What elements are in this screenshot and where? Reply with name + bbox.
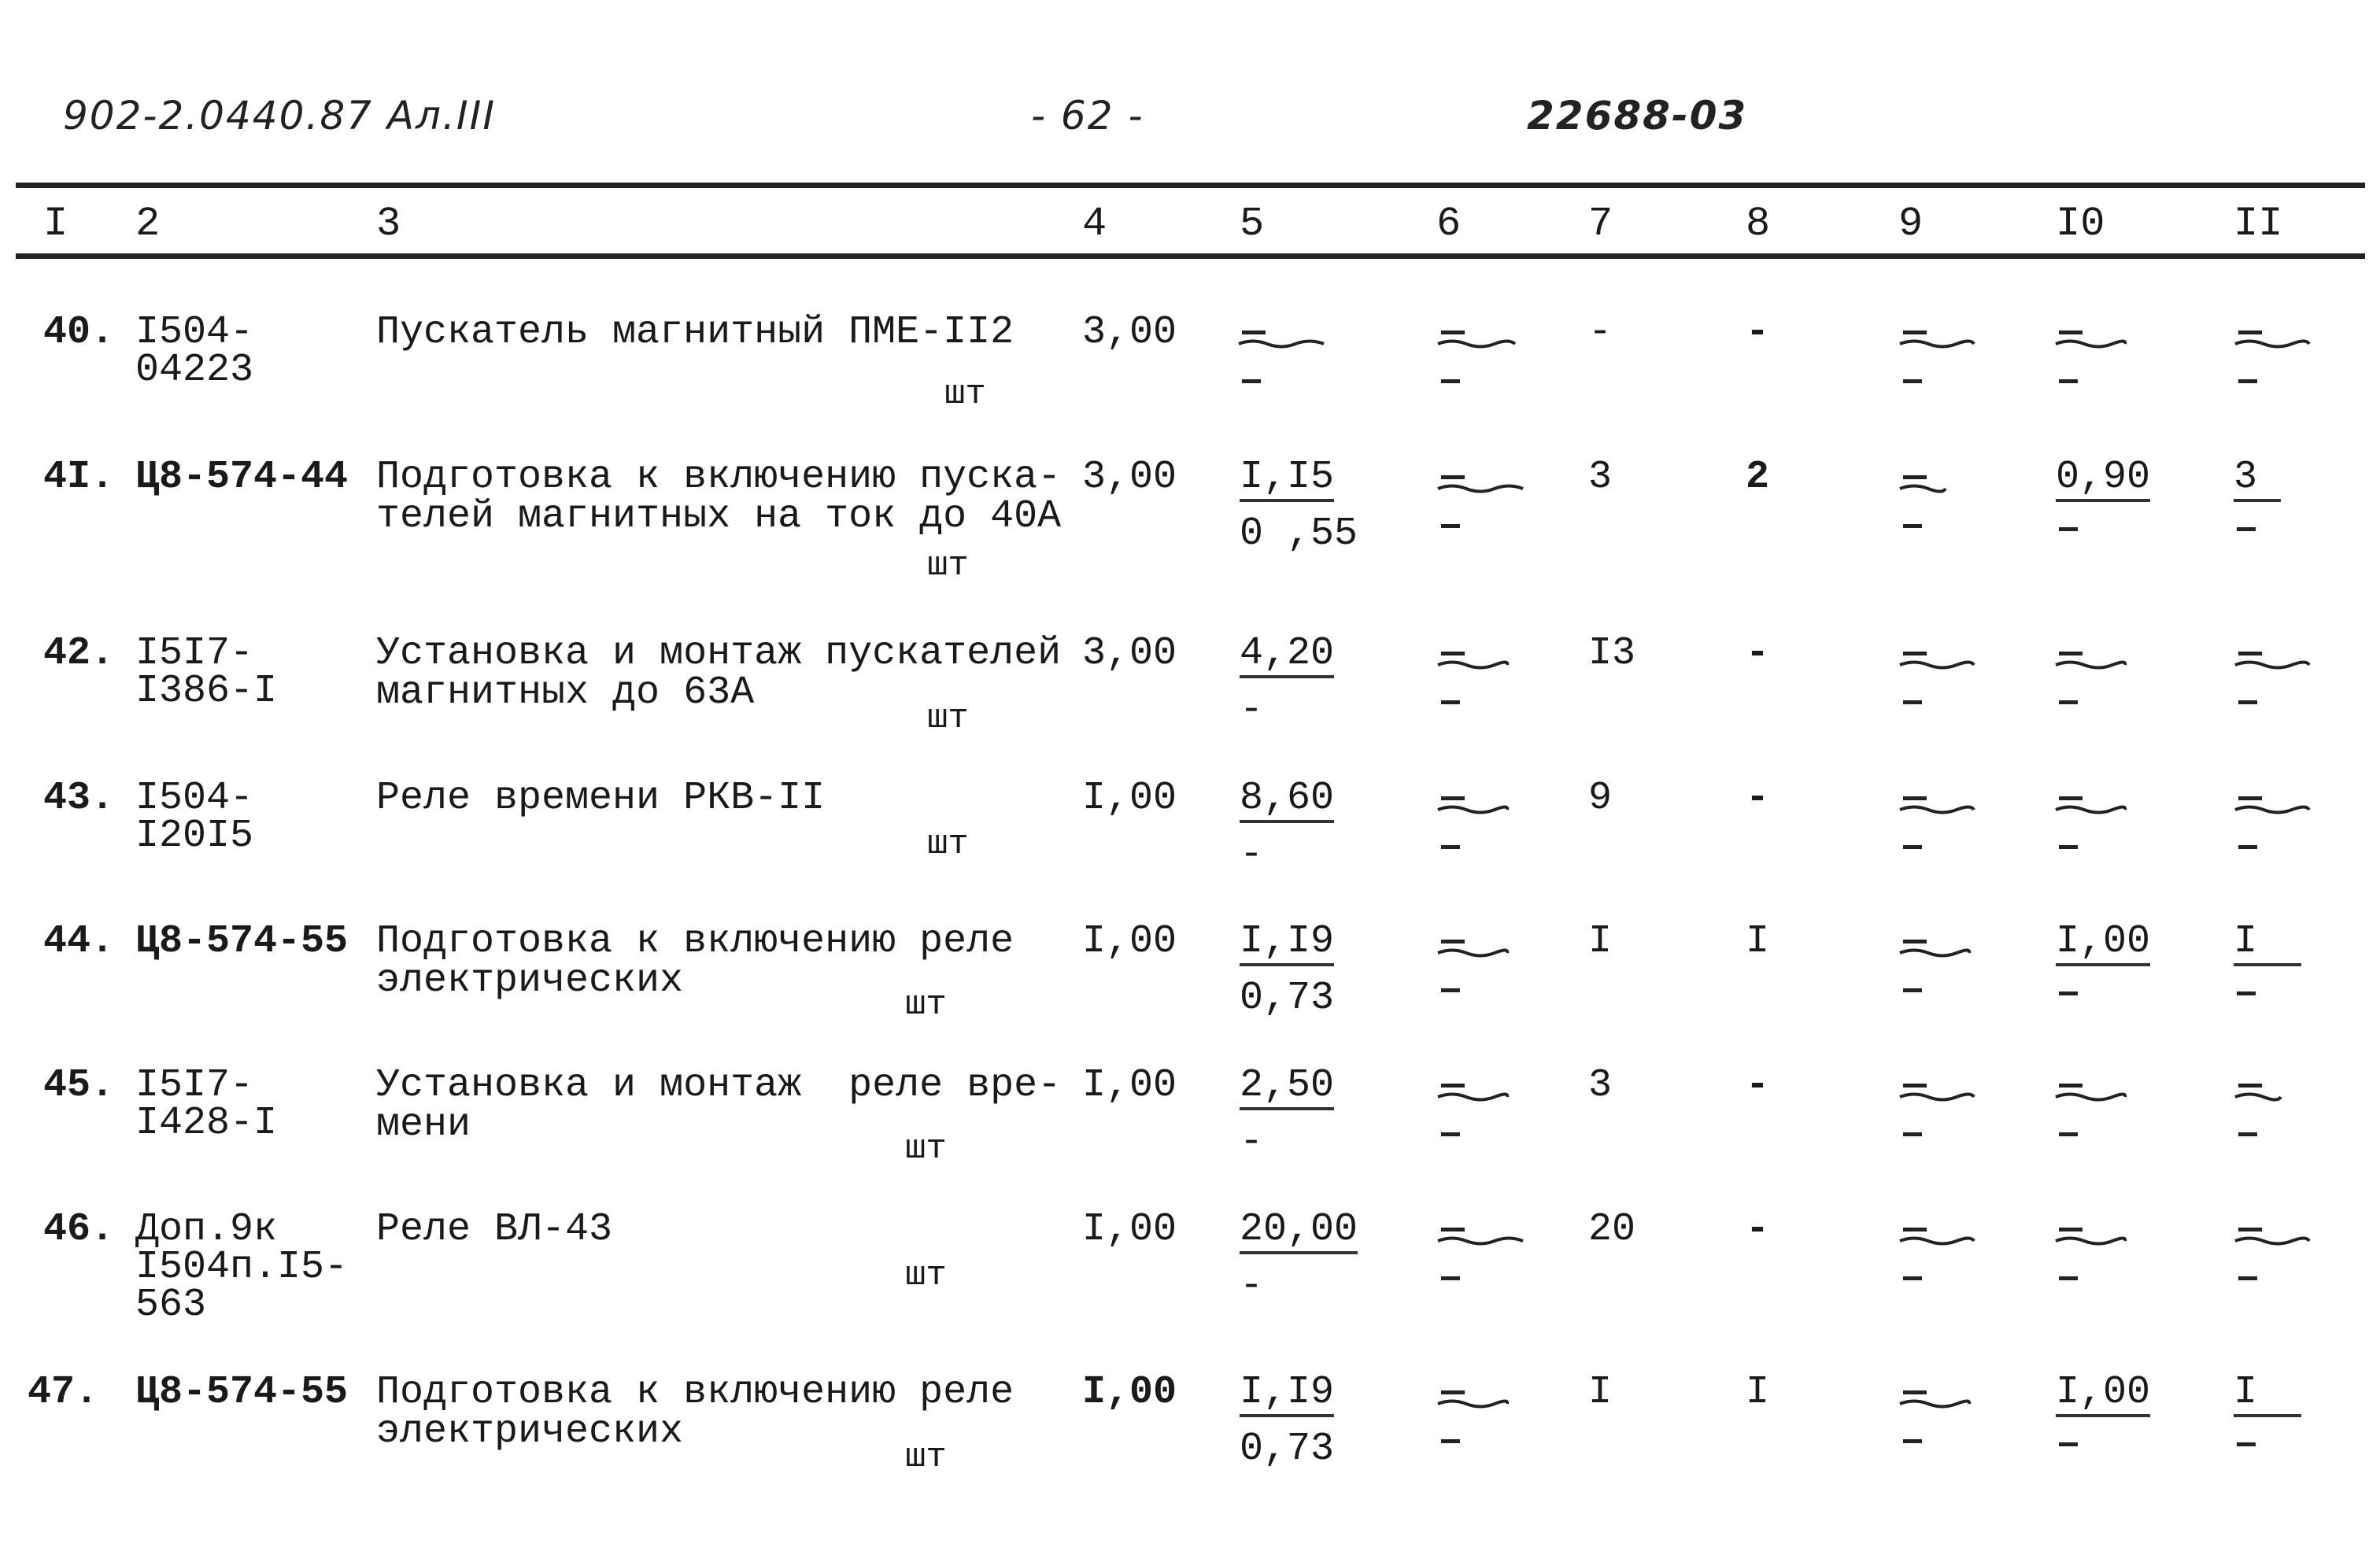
quantity: I,00 [1082, 919, 1177, 964]
col6-fraction [1436, 634, 1529, 713]
item-name: Подготовка к включению реле [376, 1370, 1014, 1415]
row-number: 45. [43, 1063, 115, 1108]
price-code: I5I7- [135, 631, 254, 676]
column-header-10: I0 [2056, 201, 2105, 247]
price-code-cont-2: 563 [135, 1283, 207, 1328]
col8-value: - [1746, 776, 1770, 821]
price-code: I504- [135, 310, 254, 355]
col5-bottom-value: 0,73 [1240, 976, 1335, 1021]
col11-top-value: I [2234, 1373, 2301, 1417]
col9-fraction [1898, 779, 1991, 858]
table-header-rule [16, 253, 2365, 259]
col7-value: 3 [1588, 455, 1613, 500]
table-row [0, 1063, 2380, 1208]
price-code: I5I7- [135, 1063, 254, 1108]
col9-fraction [1898, 634, 1991, 713]
col7-value: 20 [1588, 1207, 1636, 1252]
column-header-7: 7 [1588, 201, 1613, 247]
column-header-11: II [2234, 201, 2283, 247]
col10-bottom-dash [2059, 1442, 2078, 1446]
row-number: 46. [43, 1207, 115, 1252]
col10-bottom-dash [2059, 527, 2078, 531]
item-name: Реле времени РКВ-II [376, 776, 826, 821]
col9-fraction [1898, 922, 1991, 1001]
unit: шт [944, 375, 986, 414]
quantity: I,00 [1082, 1370, 1177, 1415]
column-header-9: 9 [1898, 201, 1924, 247]
table-row [0, 310, 2380, 455]
col10-top-value: 0,90 [2056, 458, 2150, 502]
col11-top-value: 3 [2234, 458, 2281, 502]
price-code: I504- [135, 776, 254, 821]
col5-bottom-value: - [1240, 1264, 1264, 1309]
unit: шт [905, 985, 947, 1025]
price-code-cont: I504п.I5- [135, 1245, 349, 1290]
col9-fraction [1898, 313, 1991, 392]
col5-fraction [1237, 313, 1330, 392]
column-header-6: 6 [1436, 201, 1462, 247]
row-number: 44. [43, 919, 115, 964]
item-name: Подготовка к включению пуска- [376, 455, 1062, 500]
document-number: 22688-03 [1527, 93, 1748, 138]
col5-bottom-value: - [1240, 833, 1264, 877]
col8-value: 2 [1746, 455, 1770, 500]
table-row [0, 919, 2380, 1064]
column-header-1: I [43, 201, 68, 247]
table-row [0, 455, 2380, 600]
col5-top-value: 8,60 [1240, 779, 1334, 823]
col10-bottom-dash [2059, 991, 2078, 995]
col5-top-value: 20,00 [1240, 1210, 1358, 1254]
page-number: - 62 - [1031, 93, 1144, 138]
col5-bottom-value: - [1240, 1120, 1264, 1165]
unit: шт [905, 1256, 947, 1295]
col11-fraction [2234, 634, 2326, 713]
col5-top-value: 4,20 [1240, 634, 1334, 678]
col10-top-value: I,00 [2056, 922, 2150, 966]
quantity: 3,00 [1082, 631, 1177, 676]
col9-fraction [1898, 1210, 1991, 1289]
col5-top-value: I,I5 [1240, 458, 1334, 502]
quantity: I,00 [1082, 1063, 1177, 1108]
col8-value: - [1746, 310, 1770, 355]
col10-fraction [2054, 1066, 2147, 1145]
col6-fraction [1436, 458, 1529, 537]
quantity: 3,00 [1082, 310, 1177, 355]
col11-bottom-dash [2237, 1442, 2256, 1446]
item-name-cont: магнитных до 63А [376, 670, 755, 715]
column-header-2: 2 [135, 201, 161, 247]
column-header-5: 5 [1240, 201, 1265, 247]
document-code: 902-2.0440.87 Ал.III [63, 93, 497, 138]
col10-fraction [2054, 779, 2147, 858]
price-code-cont: I20I5 [135, 814, 254, 859]
col6-fraction [1436, 1373, 1529, 1452]
col7-value: I [1588, 1370, 1613, 1415]
item-name: Реле ВЛ-43 [376, 1207, 613, 1252]
col11-fraction [2234, 1210, 2326, 1289]
col11-fraction [2234, 779, 2326, 858]
price-code: Доп.9к [135, 1207, 278, 1252]
table-row [0, 631, 2380, 776]
item-name: Установка и монтаж пускателей [376, 631, 1062, 676]
col7-value: - [1588, 310, 1613, 355]
row-number: 43. [43, 776, 115, 821]
col11-top-value: I [2234, 922, 2301, 966]
column-header-8: 8 [1746, 201, 1771, 247]
quantity: I,00 [1082, 1207, 1177, 1252]
item-name-cont: телей магнитных на ток до 40А [376, 494, 1062, 539]
row-number: 4I. [43, 455, 115, 500]
unit: шт [927, 825, 969, 864]
col6-fraction [1436, 1210, 1529, 1289]
quantity: I,00 [1082, 776, 1177, 821]
col11-bottom-dash [2237, 527, 2256, 531]
item-name-cont: мени [376, 1102, 471, 1147]
col5-top-value: 2,50 [1240, 1066, 1334, 1110]
unit: шт [927, 699, 969, 738]
col9-fraction [1898, 458, 1991, 537]
item-name: Пускатель магнитный ПМЕ-II2 [376, 310, 1014, 355]
table-row [0, 1370, 2380, 1515]
col8-value: - [1746, 631, 1770, 676]
item-name: Установка и монтаж реле вре- [376, 1063, 1062, 1108]
col7-value: 3 [1588, 1063, 1613, 1108]
column-header-3: 3 [376, 201, 401, 247]
unit: шт [927, 546, 969, 585]
col7-value: 9 [1588, 776, 1613, 821]
col9-fraction [1898, 1373, 1991, 1452]
col8-value: I [1746, 919, 1770, 964]
price-code-cont: I428-I [135, 1101, 278, 1146]
item-name-cont: электрических [376, 1409, 684, 1454]
col6-fraction [1436, 779, 1529, 858]
col9-fraction [1898, 1066, 1991, 1145]
unit: шт [905, 1438, 947, 1477]
col10-fraction [2054, 1210, 2147, 1289]
col6-fraction [1436, 313, 1529, 392]
price-code: Ц8-574-44 [135, 455, 349, 500]
row-number: 40. [43, 310, 115, 355]
col6-fraction [1436, 1066, 1529, 1145]
col8-value: - [1746, 1207, 1770, 1252]
col11-fraction [2234, 1066, 2326, 1145]
col8-value: - [1746, 1063, 1770, 1108]
col8-value: I [1746, 1370, 1770, 1415]
row-number: 47. [28, 1370, 99, 1415]
col11-bottom-dash [2237, 991, 2256, 995]
column-header-4: 4 [1082, 201, 1107, 247]
price-code: Ц8-574-55 [135, 919, 349, 964]
col5-top-value: I,I9 [1240, 922, 1334, 966]
unit: шт [905, 1129, 947, 1169]
col10-fraction [2054, 634, 2147, 713]
row-number: 42. [43, 631, 115, 676]
price-code: Ц8-574-55 [135, 1370, 349, 1415]
col10-fraction [2054, 313, 2147, 392]
price-code-cont: I386-I [135, 669, 278, 714]
price-code-cont: 04223 [135, 348, 254, 393]
table-row [0, 1207, 2380, 1352]
col7-value: I [1588, 919, 1613, 964]
item-name-cont: электрических [376, 958, 684, 1003]
col5-bottom-value: - [1240, 688, 1264, 733]
col10-top-value: I,00 [2056, 1373, 2150, 1417]
quantity: 3,00 [1082, 455, 1177, 500]
col5-bottom-value: 0 ,55 [1240, 511, 1358, 556]
col6-fraction [1436, 922, 1529, 1001]
col11-fraction [2234, 313, 2326, 392]
table-top-rule [16, 183, 2365, 188]
col5-bottom-value: 0,73 [1240, 1427, 1335, 1472]
col5-top-value: I,I9 [1240, 1373, 1334, 1417]
table-row [0, 776, 2380, 921]
col7-value: I3 [1588, 631, 1636, 676]
item-name: Подготовка к включению реле [376, 919, 1014, 964]
